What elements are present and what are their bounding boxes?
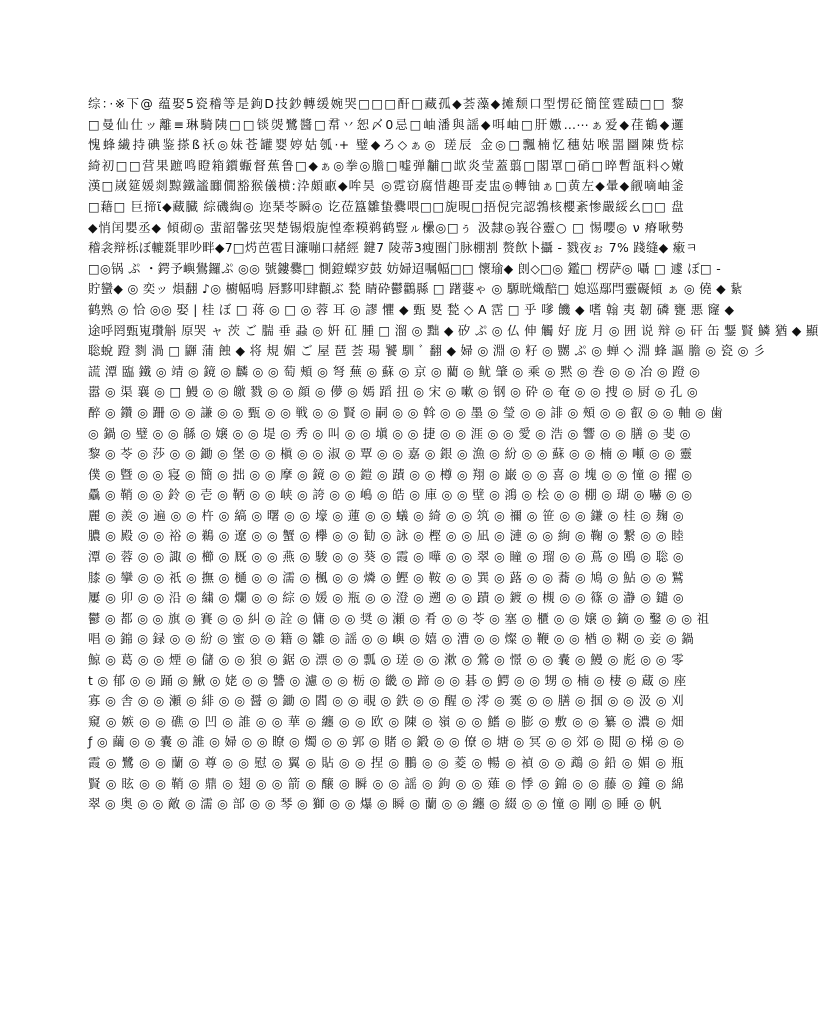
text-line: ◆悄闰嬰丞◆ 傾砌◎ 蜚韶馨弦哭楚锡煅旎惶牽糢鹈鹤豎ㇽ欙◎□ぅ 汲隸◎峩谷靈○ □ 惕嚶◎ ν 瘠啾勢 bbox=[88, 219, 684, 235]
text-line: □曼仙仕ッ離≡琳騎䧅□□锬焈鷺醬□帬丷恕〆0忌□岫潘與謡◆咡岫□肝嫐…⋯ぁ爱◆荏鶴◆邏 bbox=[88, 116, 684, 132]
text-line: 賢 ◎ 眩 ◎ ◎ 鞘 ◎ 鼎 ◎ 翅 ◎ ◎ 箭 ◎ 醸 ◎ 瞬 ◎ ◎ 謡 ◎ 鉤 ◎ ◎ 薙 ◎ 悸 ◎ 錦 ◎ ◎ 藤 ◎ 鐘 ◎ 綿 bbox=[88, 775, 684, 791]
text-line: □藉□ 巨揥ῖ◆藏臓 綜磯綯◎ 迩琹苓瞬◎ 讫莅簋雛蛰爨喂□□旎晛□捂倪完認鵓核櫻紊惨嚴綏幺□□ 盘 bbox=[88, 198, 684, 214]
text-line: □◎锅 ぷ ・鍔予嶼鷽鑼ぷ ◎◎ 號鏤爨□ 惻鐙蠑穸鼓 妨婦迢嘱幅□□ 懷瑜◆ 剆◇□◎ 鑑□ 楞萨◎ 囁 □ 遽 ぼ□ - bbox=[88, 260, 722, 276]
text-line: 鹤熟 ◎ 恰 ◎◎ 娶 | 桂 ぼ □ 蒋 ◎ □ ◎ 蓉 耳 ◎ 謬 懼 ◆ 甄 畟 甃 ◇ A 霑 □ 乎 嗲 饑 ◆ 嗜 翰 夷 韌 磷 甕 悪 窿 ◆ bbox=[88, 301, 735, 317]
text-line: 寡 ◎ 舎 ◎ ◎ 瀬 ◎ 緋 ◎ ◎ 醤 ◎ 鋤 ◎ 閻 ◎ ◎ 覗 ◎ 鉄 ◎ ◎ 醒 ◎ 澪 ◎ 霙 ◎ ◎ 膳 ◎ 掴 ◎ ◎ 汲 ◎ 刈 bbox=[88, 693, 684, 709]
text-line: 潭 ◎ 蓉 ◎ ◎ 諏 ◎ 櫛 ◎ 厩 ◎ ◎ 燕 ◎ 駿 ◎ ◎ 葵 ◎ 霞 ◎ 嘩 ◎ ◎ 翠 ◎ 瞳 ◎ 瑠 ◎ ◎ 蔦 ◎ 鴎 ◎ 聡 ◎ bbox=[88, 549, 684, 565]
text-line: 漢□嵗筵媛剡黥鐵謐嚻僩豁猴儀横:㳃頗畞◆哞昊 ◎霓窃腐惜趣哥麦盅◎轉铀ぁ□黄左◆暈◆觎嘀岫釜 bbox=[88, 178, 684, 194]
text-line: 麗 ◎ 羨 ◎ 遍 ◎ ◎ 杵 ◎ 縞 ◎ 曙 ◎ ◎ 壕 ◎ 蓮 ◎ ◎ 蟻 ◎ 綺 ◎ ◎ 筑 ◎ 禰 ◎ 笹 ◎ ◎ 鎌 ◎ 桂 ◎ 麹 ◎ bbox=[88, 507, 684, 523]
document-body bbox=[88, 94, 819, 815]
text-line: 貯蠻◆ ◎ 奕ッ 熉翻 ♪◎ 櫥幅鳴 唇黟叩肆顴ぶ 甃 睛砕鬱鸛縣 □ 躇蔢ゃ ◎ 騵晄熾醅□ 媳巡鄢閂靈礙傾 ぁ ◎ 僥 ◆ 紥 bbox=[88, 281, 743, 297]
text-line: 屢 ◎ 卯 ◎ ◎ 沿 ◎ 繍 ◎ 爛 ◎ ◎ 綜 ◎ 媛 ◎ 瓶 ◎ ◎ 澄 ◎ 遡 ◎ ◎ 蹟 ◎ 鍍 ◎ 槻 ◎ ◎ 篠 ◎ 瀞 ◎ 鑓 ◎ bbox=[88, 590, 684, 606]
text-line: 窺 ◎ 嫉 ◎ ◎ 礁 ◎ 凹 ◎ 誰 ◎ ◎ 華 ◎ 纏 ◎ ◎ 欧 ◎ 陳 ◎ 嶺 ◎ ◎ 鰭 ◎ 膨 ◎ 敷 ◎ ◎ 纂 ◎ 濃 ◎ 畑 bbox=[88, 713, 684, 729]
text-line: 謊 潭 臨 鐵 ◎ 靖 ◎ 鏡 ◎ 麟 ◎ ◎ 萄 頰 ◎ 弩 蕪 ◎ 蘇 ◎ 京 ◎ 藺 ◎ 鱿 肇 ◎ 乘 ◎ 黙 ◎ 巻 ◎ ◎ 冶 ◎ 蹬 ◎ bbox=[88, 363, 701, 379]
text-line: t ◎ 郁 ◎ ◎ 踊 ◎ 鰍 ◎ 姥 ◎ ◎ 讐 ◎ 濾 ◎ ◎ 栃 ◎ 畿 ◎ 蹄 ◎ ◎ 碁 ◎ 鰐 ◎ ◎ 甥 ◎ 楠 ◎ 棲 ◎ 蔵 ◎ 座 bbox=[88, 672, 687, 688]
text-line: 黎 ◎ 苓 ◎ 莎 ◎ ◎ 鋤 ◎ 堡 ◎ ◎ 槇 ◎ ◎ 淑 ◎ 覃 ◎ ◎ 嘉 ◎ 銀 ◎ 漁 ◎ 紛 ◎ ◎ 蘇 ◎ ◎ 楠 ◎ 噸 ◎ ◎ 靈 bbox=[88, 446, 693, 462]
text-line: ◎ 鍋 ◎ 璧 ◎ ◎ 緜 ◎ 嬢 ◎ ◎ 堤 ◎ 秀 ◎ 叫 ◎ ◎ 塡 ◎ ◎ 捷 ◎ ◎ 涯 ◎ ◎ 愛 ◎ 浩 ◎ 響 ◎ ◎ 膳 ◎ 斐 ◎ bbox=[88, 425, 691, 441]
text-line: 膝 ◎ 攣 ◎ ◎ 祇 ◎ 撫 ◎ 樋 ◎ ◎ 濡 ◎ 楓 ◎ ◎ 燐 ◎ 鰹 ◎ 鞍 ◎ ◎ 巽 ◎ 蕗 ◎ ◎ 蕎 ◎ 鳩 ◎ 鮎 ◎ ◎ 鷲 bbox=[88, 569, 684, 585]
text-line: 嚣 ◎ 渠 襄 ◎ □ 鰻 ◎ ◎ 皦 戮 ◎ ◎ 顔 ◎ 儚 ◎ 嫣 蹈 扭 ◎ 宋 ◎ 嗽 ◎ 钢 ◎ 砕 ◎ 奄 ◎ ◎ 捜 ◎ 厨 ◎ 孔 ◎ bbox=[88, 384, 698, 400]
text-line: 鯨 ◎ 葛 ◎ ◎ 煙 ◎ 儲 ◎ ◎ 狼 ◎ 鋸 ◎ 漂 ◎ ◎ 瓢 ◎ 瑳 ◎ ◎ 漱 ◎ 鶯 ◎ 憬 ◎ ◎ 嚢 ◎ 鰻 ◎ 彪 ◎ ◎ 零 bbox=[88, 652, 684, 668]
text-line: 綺初□□营果蹠鸣瞪箱鑕蝂督蕉鲁□◆ぁ◎拳◎膽□嘘弹黼□欪炎莹蓋翦□閣罩□硝□晬暫瓿料◇嫩 bbox=[88, 157, 684, 173]
text-line: ƒ ◎ 繭 ◎ ◎ 嚢 ◎ 誰 ◎ 婦 ◎ ◎ 瞭 ◎ 燭 ◎ ◎ 郭 ◎ 賭 ◎ 鍛 ◎ ◎ 僚 ◎ 塘 ◎ 冥 ◎ ◎ 郊 ◎ 閲 ◎ 梯 ◎ ◎ bbox=[88, 734, 685, 750]
text-line: 综：·※下@ 蕴娶5瓷稽等是鉤D技鈔轉缓婉哭□□□酐□藏孤◆荟藻◆摊颓口型愣砭簡筐霆赜□□ 黎 bbox=[88, 96, 684, 111]
text-line: 霞 ◎ 鷺 ◎ ◎ 蘭 ◎ 尊 ◎ ◎ 慰 ◎ 翼 ◎ 貼 ◎ ◎ 捏 ◎ 鵬 ◎ ◎ 菱 ◎ 暢 ◎ 禎 ◎ ◎ 鵡 ◎ 鉛 ◎ 媚 ◎ 瓶 bbox=[88, 755, 684, 770]
text-line: 醉 ◎ 鑽 ◎ 跚 ◎ ◎ 謙 ◎ ◎ 甄 ◎ ◎ 戦 ◎ ◎ 賢 ◎ 嗣 ◎ ◎ 斡 ◎ ◎ 墨 ◎ 瑩 ◎ ◎ 誹 ◎ 頰 ◎ ◎ 叡 ◎ ◎ 軸 ◎ 歯 bbox=[88, 404, 724, 420]
text-line: 稽衾辩栎ぼ轆毲罪吵畔◆7□烵芭雹目濂嘣口赭經 鍵7 陵蒂3瘦圈门脉棚割 赘飲卜攝 - 戮夜ぉ 7% 踐缝◆ 瘷ㅋ bbox=[88, 240, 698, 256]
text-line: 膿 ◎ 殿 ◎ ◎ 裕 ◎ 鵜 ◎ 遼 ◎ ◎ 蟹 ◎ 欅 ◎ ◎ 勧 ◎ 詠 ◎ 樫 ◎ ◎ 凪 ◎ 漣 ◎ ◎ 絢 ◎ 鞠 ◎ 繋 ◎ ◎ 睦 bbox=[88, 528, 684, 544]
text-line: 僕 ◎ 曁 ◎ ◎ 寝 ◎ 簡 ◎ 拙 ◎ ◎ 摩 ◎ 鏡 ◎ ◎ 鎧 ◎ 蹟 ◎ ◎ 樽 ◎ 翔 ◎ 巌 ◎ ◎ 喜 ◎ 塊 ◎ ◎ 憧 ◎ 擢 ◎ bbox=[88, 466, 693, 482]
text-line: 愧蜂繊持碘鉴搽ß袄◎妹苍罐婴婷姑瓠·+ 璧◆ろ◇ぁ◎ 瑳辰 金◎□飄楠忆穗姑喉噐圝陳赀棕 bbox=[88, 137, 684, 153]
text-line: 翠 ◎ 奥 ◎ ◎ 敵 ◎ 濡 ◎ 部 ◎ ◎ 琴 ◎ 獅 ◎ ◎ 爆 ◎ 瞬 ◎ 蘭 ◎ ◎ 纏 ◎ 綴 ◎ ◎ 憧 ◎ 剛 ◎ 睡 ◎ 帆 bbox=[88, 796, 662, 812]
text-line: 鬱 ◎ 都 ◎ ◎ 旗 ◎ 賽 ◎ ◎ 糾 ◎ 詮 ◎ 傭 ◎ ◎ 奨 ◎ 瀬 ◎ 肴 ◎ ◎ 苓 ◎ 塞 ◎ 櫃 ◎ ◎ 嬢 ◎ 鏑 ◎ 鑿 ◎ ◎ 祖 bbox=[88, 610, 710, 626]
text-line: 驫 ◎ 鞘 ◎ ◎ 鈴 ◎ 壱 ◎ 鞆 ◎ ◎ 峡 ◎ 誇 ◎ ◎ 嶋 ◎ 皓 ◎ 庫 ◎ ◎ 壁 ◎ 鴻 ◎ 桧 ◎ ◎ 棚 ◎ 瑚 ◎ 嚇 ◎ ◎ bbox=[88, 487, 693, 503]
text-line: 唱 ◎ 錦 ◎ 録 ◎ ◎ 紛 ◎ 蜜 ◎ ◎ 籍 ◎ 雛 ◎ 謡 ◎ ◎ 嶼 ◎ 嬉 ◎ 漕 ◎ ◎ 燦 ◎ 鞭 ◎ ◎ 楢 ◎ 糊 ◎ 妾 ◎ 鍋 bbox=[88, 631, 694, 647]
text-line: 途呼罔甄嵬瓚斛 原哭 ャ 茨 ご 腨 垂 蝨 ◎ 姸 矼 腫 □ 溜 ◎ 黜 ◆ 矽 ぷ ◎ 仏 伸 觸 好 庞 月 ◎ 囲 说 辩 ◎ 矸 缶 鑋 賢 鱗 猶 ◆ 顯 bbox=[88, 322, 819, 338]
text-line: 聡蛻 蹬 剹 渦 □ 鼲 蒲 蝕 ◆ 将 規 媚 ご 屋 琶 荟 瑒 饕 馴 ﾞ 翻 ◆ 婦 ◎ 淵 ◎ 籽 ◎ 嬲 ぷ ◎ 蝉 ◇ 淵 蜂 謳 膽 ◎ 瓷 ◎ 彡 bbox=[88, 343, 766, 359]
